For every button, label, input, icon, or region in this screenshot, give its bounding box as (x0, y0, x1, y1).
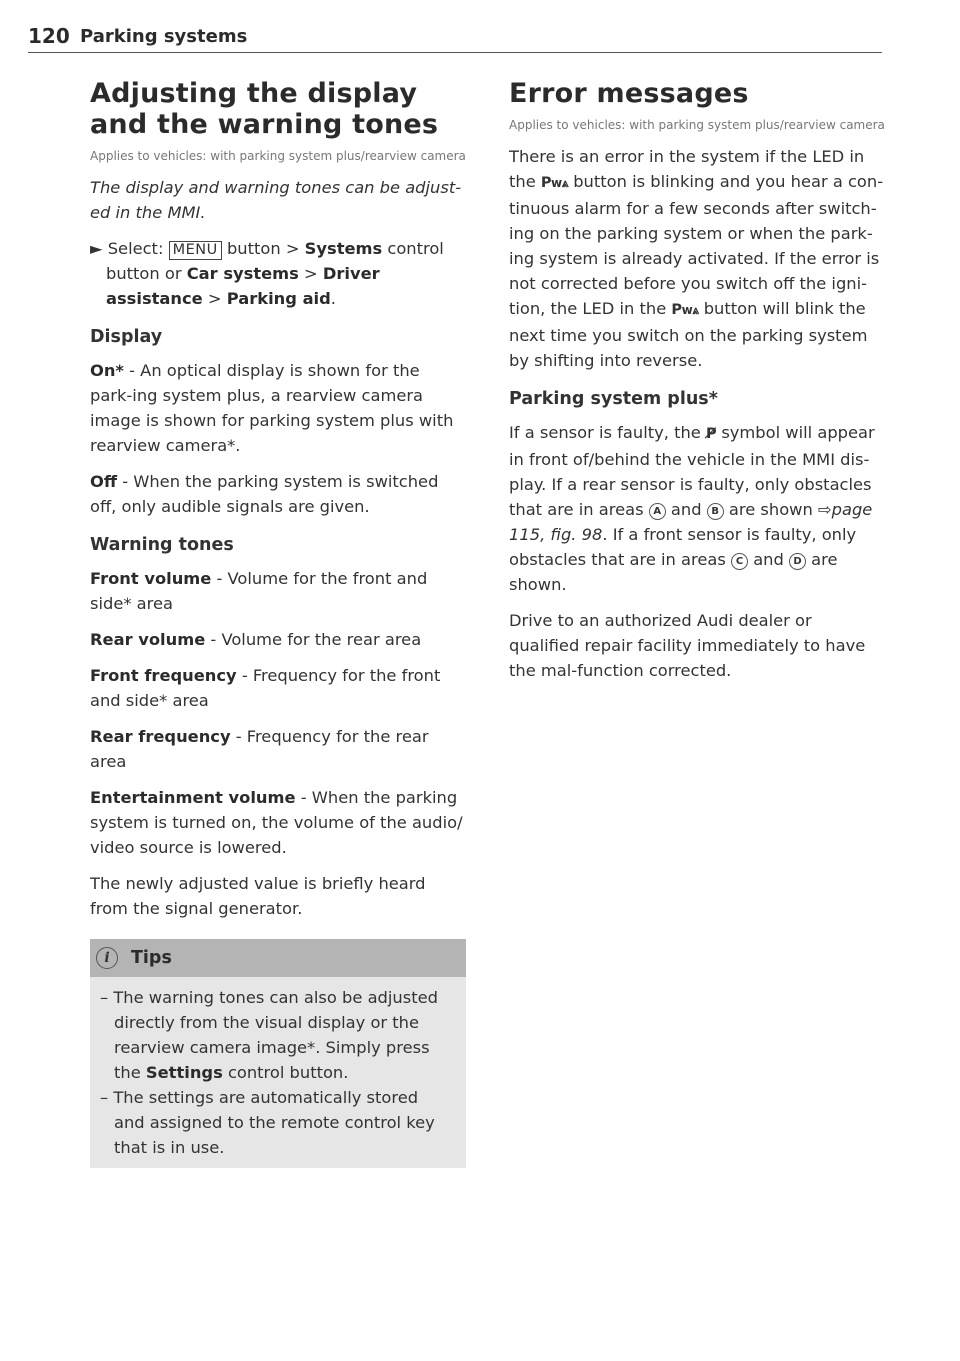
closing-text: The newly adjusted value is briefly heard from the signal generator. (90, 874, 426, 918)
bullet-icon: ► (90, 239, 103, 258)
applies-note: Applies to vehicles: with parking system plus/rearview camera (90, 149, 466, 163)
section-heading-adjusting: Adjusting the display and the warning tones (90, 78, 439, 140)
parking-system-plus-heading: Parking system plus* (509, 389, 718, 409)
page-header (28, 22, 882, 53)
faulty-sensor-icon: P̸ (706, 426, 717, 442)
dealer-paragraph: Drive to an authorized Audi dealer or qualified repair facility immediately to have the mal-function corrected. (509, 611, 866, 680)
right-column (509, 78, 885, 694)
display-off-item: Off - When the parking system is switched off, only audible signals are given. (90, 472, 439, 516)
warning-item: Rear frequency - Frequency for the rear area (90, 727, 429, 771)
tip-item: – The settings are automatically stored and assigned to the remote control key that is in use. (100, 1088, 435, 1157)
page-reference-link[interactable]: page 115, fig. 98 (509, 500, 873, 544)
page-number: 120 (28, 24, 70, 48)
tips-header (90, 939, 466, 977)
area-c-icon: C (731, 553, 748, 570)
display-on-item: On* - An optical display is shown for the park-ing system plus, a rearview camera image is shown for parking system plus with rearview camera*. (90, 361, 454, 455)
applies-note: Applies to vehicles: with parking system plus/rearview camera (509, 118, 885, 132)
display-heading: Display (90, 327, 163, 347)
info-icon: i (96, 947, 118, 969)
area-d-icon: D (789, 553, 806, 570)
menu-step: ► Select: MENU button > Systems control button or Car systems > Driver assistance > Parking aid. (90, 239, 444, 308)
tips-box (90, 939, 466, 1168)
menu-key: MENU (169, 241, 222, 260)
pdc-icon: Pᴡ⩓ (540, 175, 569, 191)
section-title: Parking systems (80, 26, 248, 47)
warning-item: Entertainment volume - When the parking system is turned on, the volume of the audio/ video source is lowered. (90, 788, 463, 857)
warning-item: Rear volume - Volume for the rear area (90, 630, 422, 649)
arrow-icon: ⇨ (817, 500, 832, 519)
error-paragraph: There is an error in the system if the LED in the Pᴡ⩓ button is blinking and you hear a con-tinuous alarm for a few seconds after switch-ing on the parking system or when the park-ing system is already activated. If the error is not corrected before you switch off the igni-tion, the LED in the Pᴡ⩓ button will blink the next time you switch on the parking system by shifting into reverse. (509, 147, 884, 370)
left-column (90, 78, 466, 1168)
warning-item: Front frequency - Frequency for the front and side* area (90, 666, 441, 710)
warning-tones-heading: Warning tones (90, 535, 234, 555)
tip-item: – The warning tones can also be adjusted directly from the visual display or the rearview camera image*. Simply press the Settings control button. (100, 988, 438, 1082)
area-a-icon: A (649, 503, 666, 520)
tips-list (90, 977, 466, 1160)
intro-text: The display and warning tones can be adjust-ed in the MMI. (90, 178, 462, 222)
section-heading-error: Error messages (509, 78, 749, 109)
warning-item: Front volume - Volume for the front and side* area (90, 569, 428, 613)
tips-title: Tips (131, 947, 172, 968)
sensor-paragraph: If a sensor is faulty, the P̸ symbol will appear in front of/behind the vehicle in the MMI dis-play. If a rear sensor is faulty, only obstacles that are in areas A and B are shown ⇨page 115, fig. 98. If a front sensor is faulty, only obstacles that are in areas C and D are shown. (509, 423, 875, 594)
area-b-icon: B (707, 503, 724, 520)
pdc-icon: Pᴡ⩓ (671, 302, 699, 318)
